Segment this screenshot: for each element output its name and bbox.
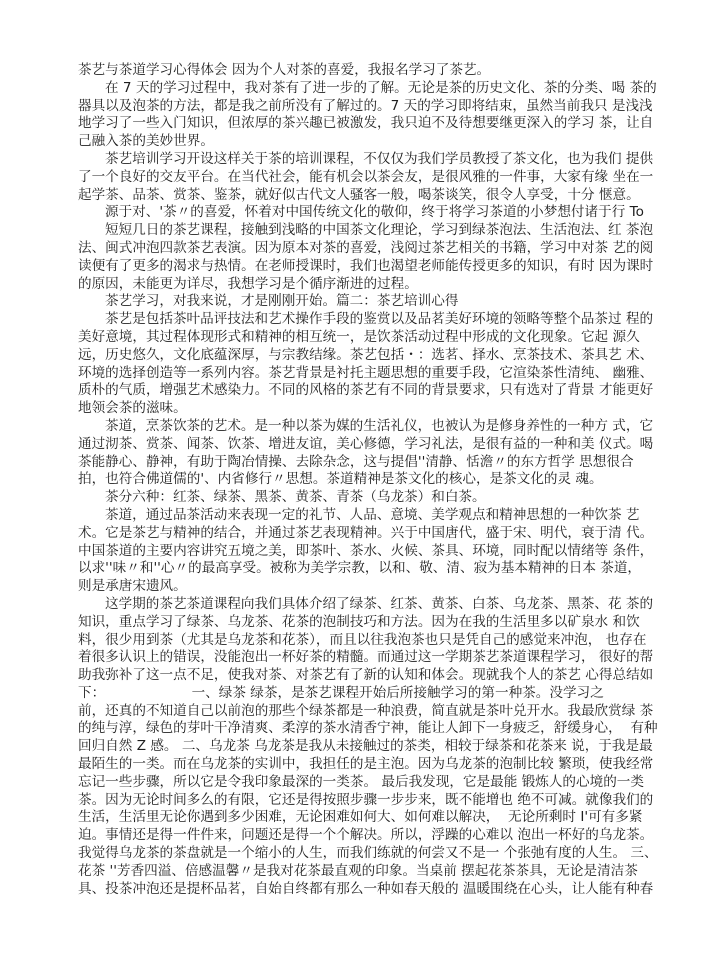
text-line: 茶道，烹茶饮茶的艺术。是一种以茶为媒的生活礼仪，也被认为是修身养性的一种方 式，它 bbox=[105, 417, 654, 434]
text-line: 花茶 ''芳香四溢、倍感温馨〃是我对花茶最直观的印象。当桌前 摆起花茶茶具，无论是清洁茶 bbox=[78, 862, 638, 879]
text-line: 通过沏茶、赏茶、闻茶、饮茶、增进友谊，美心修德，学习礼法，是很有益的一种和美 仪式。喝 bbox=[78, 435, 654, 452]
text-line: 美好意境，其过程体现形式和精神的相互统一，是饮茶活动过程中形成的文化现象。它起 源久 bbox=[78, 328, 640, 345]
text-line: 拍，也符合佛道儒的'、内省修行〃思想。茶道精神是茶文化的核心，是茶文化的灵 魂。 bbox=[78, 471, 603, 488]
text-line: 生活，生活里无论你遇到多少困难，无论困难如何大、如何难以解决， 无论所剩时 I'可有多紧 bbox=[78, 809, 643, 826]
text-line: 茶艺与茶道学习心得体会 因为个人对茶的喜爱，我报名学习了茶艺。 bbox=[78, 62, 491, 78]
text-line: 这学期的茶艺茶道课程向我们具体介绍了绿茶、红茶、黄茶、白茶、乌龙茶、黑茶、花 茶的 bbox=[105, 595, 654, 612]
text-line: 法、闽式冲泡四款茶艺表演。因为原本对茶的喜爱，浅阅过茶艺相关的书籍，学习中对茶 艺的阅 bbox=[78, 239, 654, 256]
text-line: 知识，重点学习了绿茶、乌龙茶、花茶的泡制技巧和方法。因为在我的生活里多以矿泉水 和饮 bbox=[78, 613, 640, 630]
text-line: 源于对、'茶〃的喜爱，怀着对中国传统文化的敬仰，终于将学习茶道的小梦想付诸于行 To bbox=[105, 204, 644, 221]
text-line: 忘记一些步骤，所以它是令我印象最深的一类茶。 最后我发现，它是最能 锻炼人的心境的一类 bbox=[78, 773, 644, 790]
text-line: 则是承唐宋遗风。 bbox=[78, 578, 187, 595]
text-line: 中国茶道的主要内容讲究五境之美，即茶叶、茶水、火候、茶具、环境，同时配以情绪等 条件， bbox=[78, 542, 654, 559]
text-line: 最陌生的一类。而在乌龙茶的实训中，我担任的是主泡。因为乌龙茶的泡制比较 繁琐，使我经常 bbox=[78, 756, 654, 773]
text-line: 以求''味〃和''心〃的最高享受。被称为美学宗教，以和、敬、清、寂为基本精神的日本 茶道， bbox=[78, 560, 642, 577]
text-line: 茶艺是包括茶叶品评技法和艺术操作手段的鉴赏以及品茗美好环境的领略等整个品茶过 程的 bbox=[105, 311, 654, 328]
text-line: 茶艺学习，对我来说，才是刚刚开始。篇二：茶艺培训心得 bbox=[105, 293, 459, 310]
text-line: 的纯与淳，绿色的芽叶干净清爽、柔淳的茶水清香宁神，能让人卸下一身疲乏，舒缓身心， 有种 bbox=[78, 720, 658, 737]
text-line: 助我弥补了这一点不足，使我对茶、对茶艺有了新的认知和体会。现就我个人的茶艺 心得总结如 bbox=[78, 667, 654, 684]
text-line: 起学茶、品茶、赏茶、鉴茶，就好似古代文人骚客一般，喝茶谈笑，很令人享受，十分 惬意。 bbox=[78, 186, 640, 203]
text-line: 茶分六种：红茶、绿茶、黑茶、黄茶、青茶（乌龙茶）和白茶。 bbox=[105, 489, 486, 506]
text-line: 前，还真的不知道自己以前泡的那些个绿茶都是一种浪费，简直就是茶叶兑开水。我最欣赏绿 茶 bbox=[78, 702, 654, 719]
text-line: 质朴的气质，增强艺术感染力。不同的风格的茶艺有不同的背景要求，只有选对了背景 才能更好 bbox=[78, 382, 654, 399]
text-line: 己融入茶的美妙世界。 bbox=[78, 133, 214, 150]
text-line: 茶艺培训学习开设这样关于茶的培训课程，不仅仅为我们学员教授了茶文化，也为我们 提供 bbox=[105, 150, 654, 167]
text-line: 茶道，通过品茶活动来表现一定的礼节、人品、意境、美学观点和精神思想的一种饮茶 艺 bbox=[105, 506, 640, 523]
text-line: 的原因，未能更为详尽，我想学习是个循序渐进的过程。 bbox=[78, 275, 418, 292]
text-line: 迫。事情还是得一件件来，问题还是得一个个解决。所以，浮躁的心难以 泡出一杯好的乌龙茶。 bbox=[78, 827, 654, 844]
text-line: 了一个良好的交友平台。在当代社会，能有机会以茶会友，是很风雅的一件事，大家有缘 坐在一 bbox=[78, 168, 654, 185]
text-line: 下： 一、绿茶 绿茶，是茶艺课程开始后所接触学习的第一种茶。没学习之 bbox=[78, 684, 604, 701]
text-line: 具、投茶冲泡还是提杯品茗，自始自终都有那么一种如春天般的 温暖围绕在心头，让人能有种春 bbox=[78, 880, 654, 897]
text-line: 回归自然 Z 感。 二、乌龙茶 乌龙茶是我从未接触过的茶类，相较于绿茶和花茶来 说，于我是最 bbox=[78, 738, 653, 755]
text-line: 茶。因为无论时间多么的有限，它还是得按照步骤一步步来，既不能增也 绝不可减。就像我们的 bbox=[78, 791, 654, 808]
text-line: 环境的选择创造等一系列内容。茶艺背景是衬托主题思想的重要手段，它渲染茶性清纯、 幽雅、 bbox=[78, 364, 654, 381]
text-line: 器具以及泡茶的方法，都是我之前所没有了解过的。7 天的学习即将结束，虽然当前我只 是浅浅 bbox=[78, 97, 653, 114]
text-line: 读便有了更多的渴求与热情。在老师授课时，我们也渴望老师能传授更多的知识，有时 因为课时 bbox=[78, 257, 654, 274]
text-line: 术。它是茶艺与精神的结合，并通过茶艺表现精神。兴于中国唐代，盛于宋、明代，衰于清 代。 bbox=[78, 524, 654, 541]
text-line: 远，历史悠久，文化底蕴深厚，与宗教结缘。茶艺包括・：选茗、择水、烹茶技术、茶具艺 术、 bbox=[78, 346, 654, 363]
text-line: 着很多认识上的错误，没能泡出一杯好茶的精髓。而通过这一学期茶艺茶道课程学习， 很好的帮 bbox=[78, 649, 654, 666]
text-line: 在 7 天的学习过程中，我对茶有了进一步的了解。无论是茶的历史文化、茶的分类、喝 茶的 bbox=[105, 79, 657, 96]
text-line: 地领会茶的滋味。 bbox=[78, 400, 187, 417]
text-line: 茶能静心、静神，有助于陶冶情操、去除杂念，这与提倡''清静、恬澹〃的东方哲学 思想很合 bbox=[78, 453, 634, 470]
document-body bbox=[78, 62, 678, 898]
text-line: 我觉得乌龙茶的茶盘就是一个缩小的人生，而我们练就的何尝又不是一 个张弛有度的人生。 三、 bbox=[78, 845, 658, 862]
text-line: 地学习了一些入门知识，但浓厚的茶兴趣已被激发，我只迫不及待想要继更深入的学习 茶，让自 bbox=[78, 115, 654, 132]
text-line: 短短几日的茶艺课程，接触到浅略的中国茶文化理论，学习到绿茶泡法、生活泡法、红 茶泡 bbox=[105, 222, 654, 239]
text-line: 料，很少用到茶（尤其是乌龙茶和花茶），而且以往我泡茶也只是凭自己的感觉来冲泡， 也存在 bbox=[78, 631, 647, 648]
